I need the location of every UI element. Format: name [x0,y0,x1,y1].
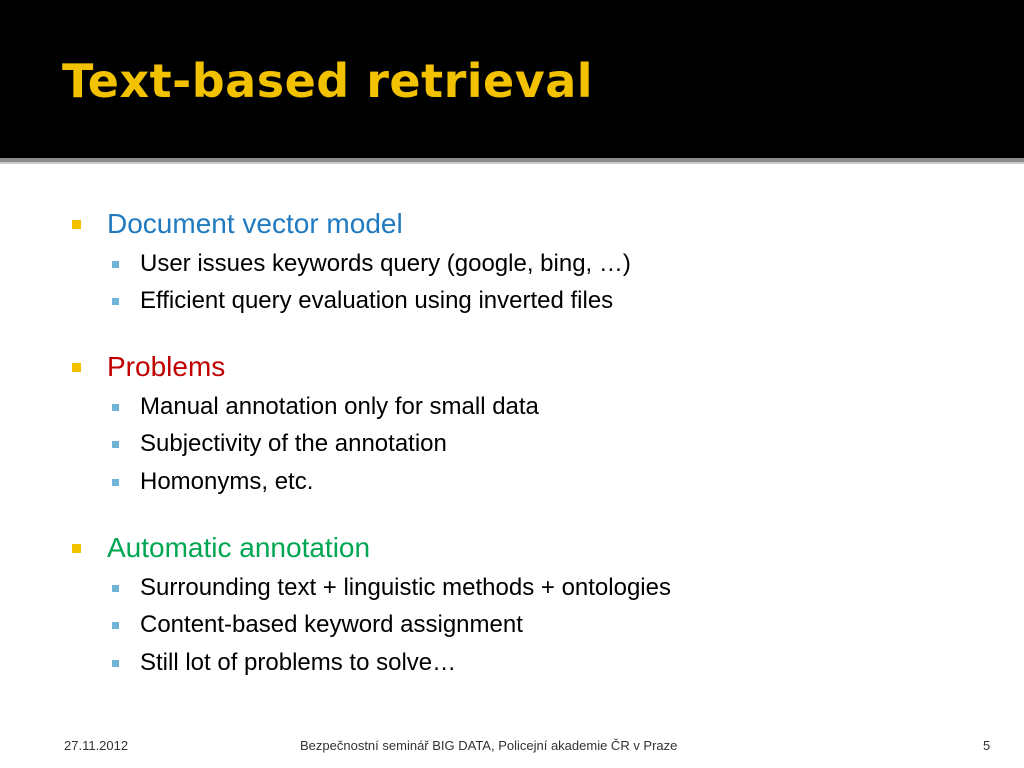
sub-bullet-square-icon [112,404,119,411]
section-heading-problems: Problems [107,351,226,382]
footer-event: Bezpečnostní seminář BIG DATA, Policejní akademie ČR v Praze [300,738,678,753]
sub-bullet-square-icon [112,441,119,448]
sub-bullet-square-icon [112,261,119,268]
list-item: Still lot of problems to solve… [140,649,457,676]
sub-bullet-square-icon [112,622,119,629]
bullet-square-icon [72,220,81,229]
sub-bullet-square-icon [112,479,119,486]
sub-bullet-square-icon [112,585,119,592]
list-item: Subjectivity of the annotation [140,430,447,457]
bullet-square-icon [72,363,81,372]
list-item: Efficient query evaluation using inverted files [140,287,614,314]
list-item: Surrounding text + linguistic methods + ontologies [140,574,671,601]
footer-date: 27.11.2012 [64,738,129,753]
list-item: User issues keywords query (google, bing, …) [140,250,631,277]
sub-bullet-square-icon [112,660,119,667]
sub-bullet-square-icon [112,298,119,305]
section-heading-document-vector-model: Document vector model [107,208,403,239]
bullet-square-icon [72,544,81,553]
list-item: Content-based keyword assignment [140,611,523,638]
slide-title: Text-based retrieval [62,54,594,108]
section-heading-automatic-annotation: Automatic annotation [107,532,371,563]
list-item: Homonyms, etc. [140,468,314,495]
list-item: Manual annotation only for small data [140,393,539,420]
page-number: 5 [983,738,991,753]
